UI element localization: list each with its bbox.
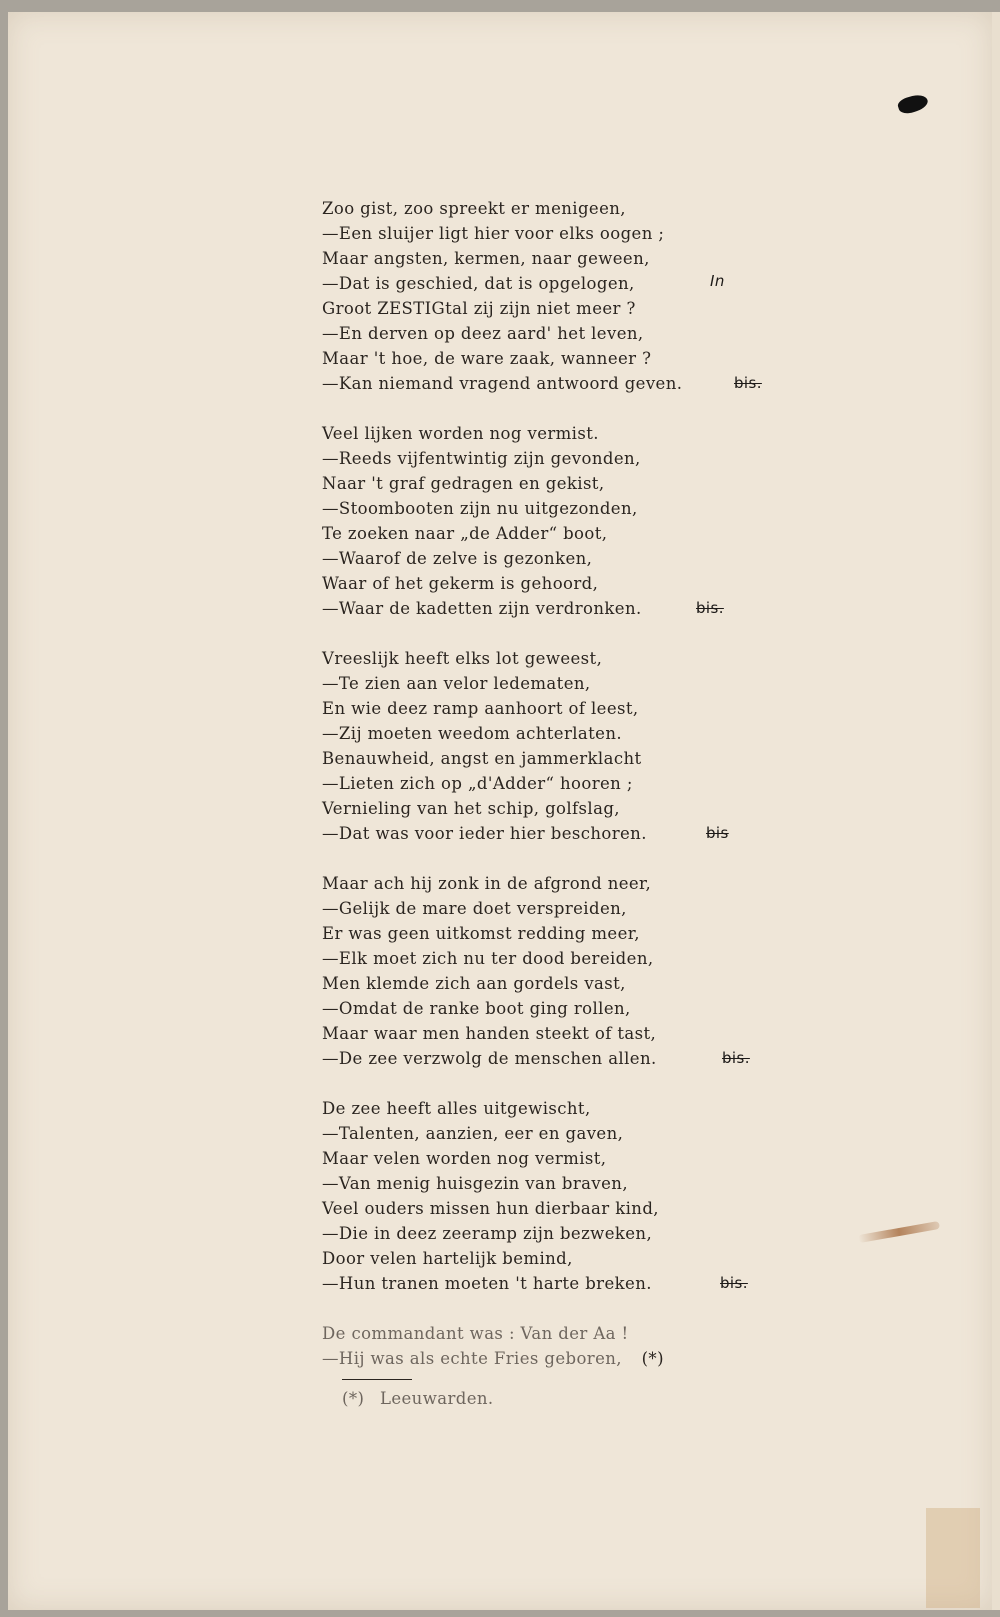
poem-line: —Die in deez zeeramp zijn bezweken, xyxy=(322,1224,653,1243)
poem-line: —Elk moet zich nu ter dood bereiden, xyxy=(322,949,654,968)
paper-stain xyxy=(926,1508,980,1608)
poem-line: —Een sluijer ligt hier voor elks oogen ; xyxy=(322,224,665,243)
poem-line xyxy=(322,271,842,296)
poem-line: En wie deez ramp aanhoort of leest, xyxy=(322,699,639,718)
poem-line-text: —Kan niemand vragend antwoord geven. xyxy=(322,374,683,393)
poem-line: —Van menig huisgezin van braven, xyxy=(322,1174,628,1193)
poem-line: Maar ach hij zonk in de afgrond neer, xyxy=(322,874,652,893)
poem-line: —Omdat de ranke boot ging rollen, xyxy=(322,999,631,1018)
poem-line: Veel lijken worden nog vermist. xyxy=(322,424,599,443)
poem-line: Vreeslijk heeft elks lot geweest, xyxy=(322,649,603,668)
poem-line: Waar of het gekerm is gehoord, xyxy=(322,574,599,593)
closing-stanza xyxy=(322,1321,842,1371)
poem-line-text: —Hun tranen moeten 't harte breken. xyxy=(322,1274,652,1293)
poem-line: Naar 't graf gedragen en gekist, xyxy=(322,474,605,493)
footnote xyxy=(322,1386,842,1411)
stanza-5 xyxy=(322,1096,842,1296)
margin-note: In xyxy=(710,272,725,290)
poem-line xyxy=(322,1346,842,1371)
poem-line xyxy=(322,596,842,621)
poem-line: De zee heeft alles uitgewischt, xyxy=(322,1099,591,1118)
poem-line: Te zoeken naar „de Adder“ boot, xyxy=(322,524,608,543)
poem-line: Vernieling van het schip, golfslag, xyxy=(322,799,620,818)
poem-line: Maar waar men handen steekt of tast, xyxy=(322,1024,657,1043)
footnote-reference: (*) xyxy=(641,1349,664,1368)
poem-line: —Zij moeten weedom achterlaten. xyxy=(322,724,623,743)
poem-line-text: —De zee verzwolg de menschen allen. xyxy=(322,1049,657,1068)
poem-line: —Talenten, aanzien, eer en gaven, xyxy=(322,1124,624,1143)
bis-mark: bis xyxy=(706,824,729,842)
poem-line xyxy=(322,821,842,846)
poem-line: Door velen hartelijk bemind, xyxy=(322,1249,573,1268)
poem-line: Veel ouders missen hun dierbaar kind, xyxy=(322,1199,659,1218)
poem-line-text: —Waar de kadetten zijn verdronken. xyxy=(322,599,642,618)
poem-line-text: —Dat was voor ieder hier beschoren. xyxy=(322,824,647,843)
bis-mark: bis. xyxy=(722,1049,750,1067)
poem-line: Groot ZESTIGtal zij zijn niet meer ? xyxy=(322,299,636,318)
poem-line: Er was geen uitkomst redding meer, xyxy=(322,924,640,943)
poem-line xyxy=(322,1271,842,1296)
poem-line: Zoo gist, zoo spreekt er menigeen, xyxy=(322,199,626,218)
stanza-3 xyxy=(322,646,842,846)
poem-line: —Waarof de zelve is gezonken, xyxy=(322,549,593,568)
poem-line-text: —Dat is geschied, dat is opgelogen, xyxy=(322,274,635,293)
poem-line: —Te zien aan velor ledematen, xyxy=(322,674,591,693)
poem-line xyxy=(322,1046,842,1071)
poem-line: —En derven op deez aard' het leven, xyxy=(322,324,644,343)
poem-line xyxy=(322,371,842,396)
stanza-4 xyxy=(322,871,842,1071)
poem-line: —Lieten zich op „d'Adder“ hooren ; xyxy=(322,774,633,793)
stanza-1 xyxy=(322,196,842,396)
poem-line: Maar 't hoe, de ware zaak, wanneer ? xyxy=(322,349,652,368)
poem-line: Maar angsten, kermen, naar geween, xyxy=(322,249,650,268)
footnote-divider xyxy=(342,1379,412,1380)
poem-line: Maar velen worden nog vermist, xyxy=(322,1149,607,1168)
stanza-2 xyxy=(322,421,842,621)
poem-line: —Gelijk de mare doet verspreiden, xyxy=(322,899,627,918)
poem-line: De commandant was : Van der Aa ! xyxy=(322,1324,629,1343)
bis-mark: bis. xyxy=(720,1274,748,1292)
bis-mark: bis. xyxy=(734,374,762,392)
poem-line: —Reeds vijfentwintig zijn gevonden, xyxy=(322,449,641,468)
poem-line: Men klemde zich aan gordels vast, xyxy=(322,974,626,993)
poem-line: —Stoombooten zijn nu uitgezonden, xyxy=(322,499,638,518)
poem-line: Benauwheid, angst en jammerklacht xyxy=(322,749,642,768)
poem-body xyxy=(322,196,842,1411)
poem-line-text: —Hij was als echte Fries geboren, xyxy=(322,1349,622,1368)
footnote-marker: (*) xyxy=(342,1389,365,1408)
bis-mark: bis. xyxy=(696,599,724,617)
footnote-text: Leeuwarden. xyxy=(379,1389,494,1408)
